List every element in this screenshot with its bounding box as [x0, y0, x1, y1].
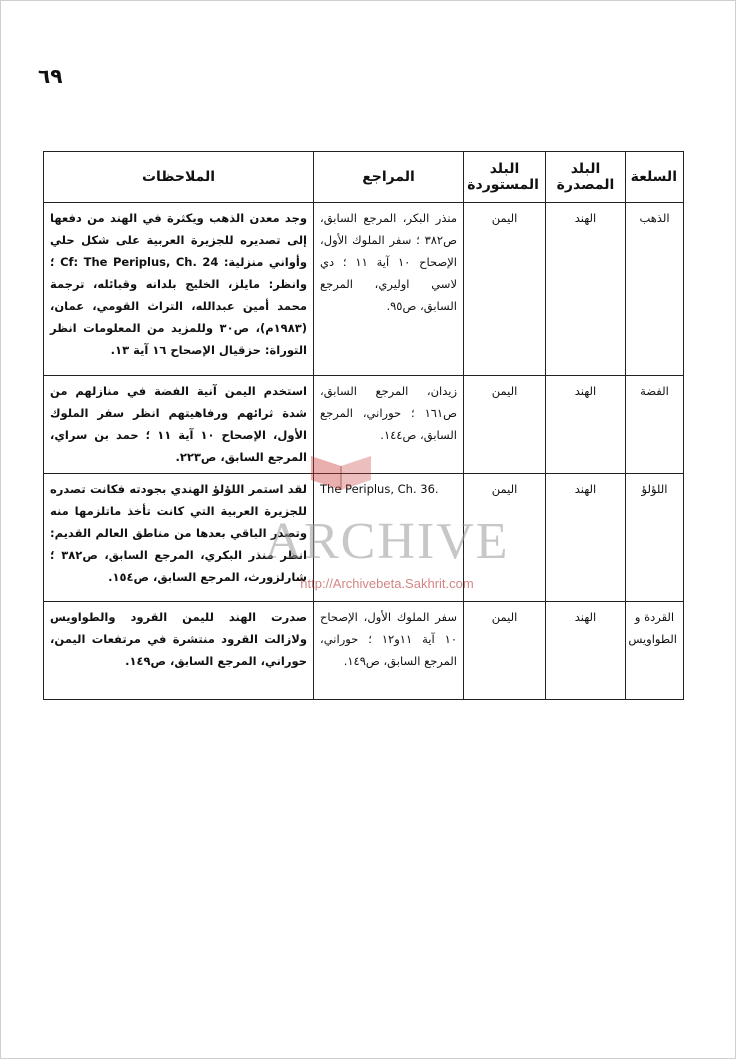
cell-import-country: اليمن [464, 203, 546, 376]
cell-notes: صدرت الهند لليمن القرود والطواويس ولازالت القرود منتشرة في مرتفعات اليمن، حوراني، المرجع السابق، ص١٤٩. [44, 602, 314, 700]
header-commodity: السلعة [626, 152, 684, 203]
table-row [44, 474, 684, 602]
cell-references: زيدان، المرجع السابق، ص١٦١ ؛ حوراني، المرجع السابق، ص١٤٤. [314, 376, 464, 474]
header-notes: الملاحظات [44, 152, 314, 203]
cell-commodity: الفضة [626, 376, 684, 474]
commodities-table [43, 151, 684, 700]
cell-source-country: الهند [546, 602, 626, 700]
table-row [44, 602, 684, 700]
cell-references: منذر البكر، المرجع السابق، ص٣٨٢ ؛ سفر الملوك الأول، الإصحاح ١٠ آية ١١ ؛ دي لاسي اوليري، المرجع السابق، ص٩٥. [314, 203, 464, 376]
cell-commodity: اللؤلؤ [626, 474, 684, 602]
page-number: ٦٩ [38, 64, 63, 88]
table-header-row [44, 152, 684, 203]
cell-import-country: اليمن [464, 376, 546, 474]
header-references: المراجع [314, 152, 464, 203]
cell-commodity: القردة و الطواويس [626, 602, 684, 700]
header-import-country: البلد المستوردة [464, 152, 546, 203]
cell-references: The Periplus, Ch. 36. [314, 474, 464, 602]
table-row [44, 203, 684, 376]
cell-import-country: اليمن [464, 474, 546, 602]
cell-notes: استخدم اليمن آنية الفضة في منازلهم من شدة ثرائهم ورفاهيتهم انظر سفر الملوك الأول، الإصحاح ١٠ آية ١١ ؛ حمد بن سراي، المرجع السابق، ص٢٢٣. [44, 376, 314, 474]
cell-source-country: الهند [546, 376, 626, 474]
cell-references: سفر الملوك الأول، الإصحاح ١٠ آية ١١و١٢ ؛ حوراني، المرجع السابق، ص١٤٩. [314, 602, 464, 700]
table-row [44, 376, 684, 474]
cell-notes: وجد معدن الذهب ويكثرة في الهند من دفعها إلى تصديره للجزيرة العربية على شكل حلي وأواني منزلية: Cf: The Periplus, Ch. 24 ؛ وانظر: مايلز، الخليج بلدانه وقبائله، ترجمة محمد أمين عبدالله، التراث القومي، عمان، (١٩٨٣م)، ص٣٠ وللمزيد من المعلومات انظر التوراة: حزقيال الإصحاح ١٦ آية ١٣. [44, 203, 314, 376]
cell-import-country: اليمن [464, 602, 546, 700]
header-source-country: البلد المصدرة [546, 152, 626, 203]
cell-notes: لقد استمر اللؤلؤ الهندي بجودته فكانت تصدره للجزيرة العربية التي كانت تأخذ ماتلزمها منه وتصدر الباقي بعدها من مناطق العالم القديم: انظر منذر البكري، المرجع السابق، ص٣٨٢ ؛ شارلزورث، المرجع السابق، ص١٥٤. [44, 474, 314, 602]
watermark-url: http://Archivebeta.Sakhrit.com [300, 576, 474, 591]
watermark-title: ARCHIVE [264, 513, 510, 570]
cell-source-country: الهند [546, 474, 626, 602]
cell-commodity: الذهب [626, 203, 684, 376]
cell-source-country: الهند [546, 203, 626, 376]
